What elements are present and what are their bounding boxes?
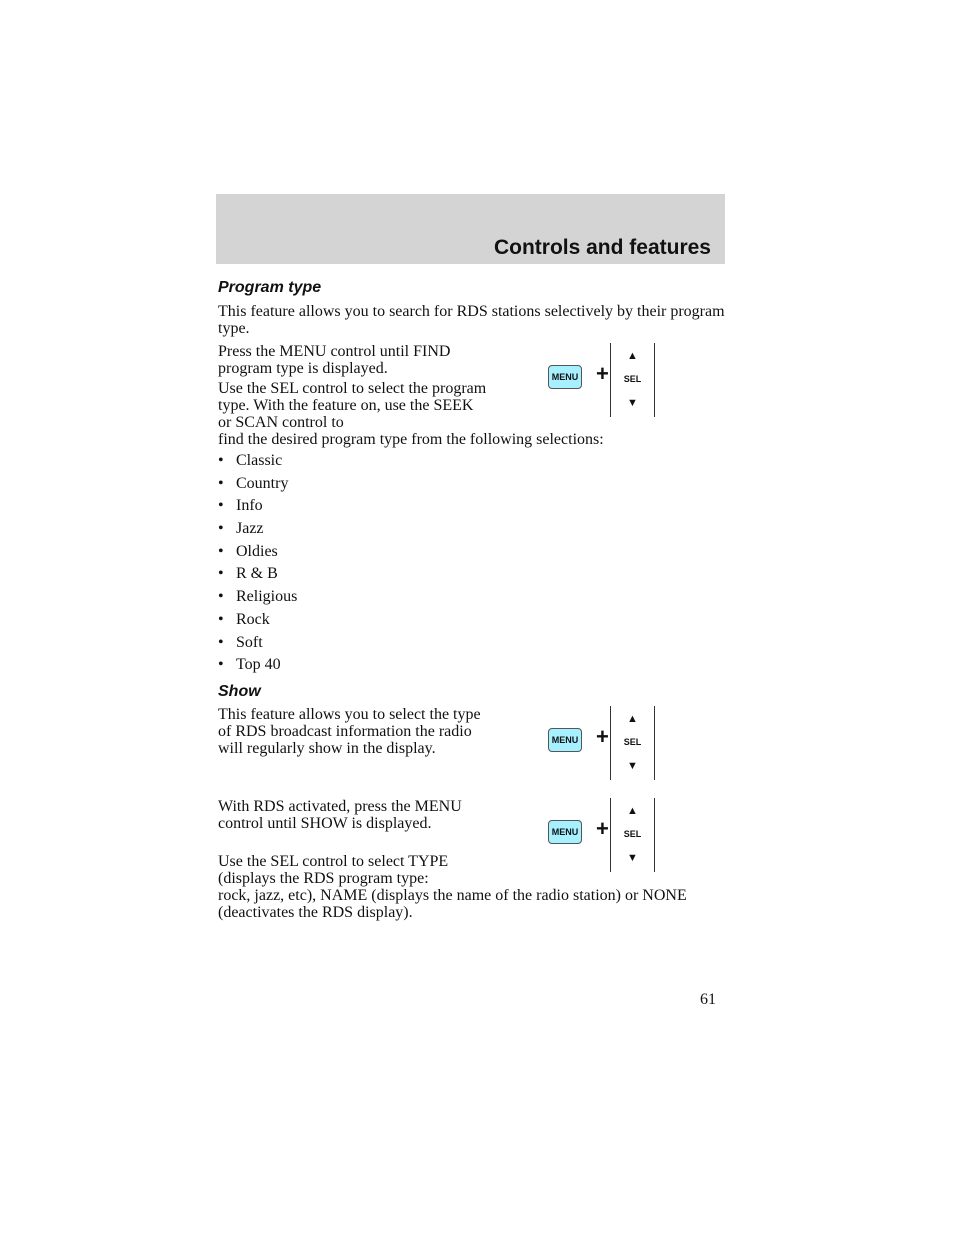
list-item: • Oldies xyxy=(218,543,297,566)
program-type-step2: Use the SEL control to select the program type. With the feature on, use the SEEK or SCAN control to xyxy=(218,380,487,431)
bullet-icon: • xyxy=(218,633,224,651)
show-step2: Use the SEL control to select TYPE (displays the RDS program type: xyxy=(218,853,449,887)
down-arrow-icon: ▼ xyxy=(627,397,638,409)
menu-sel-diagram xyxy=(548,343,658,419)
list-item: • Soft xyxy=(218,634,297,657)
heading-program-type: Program type xyxy=(218,279,322,296)
sel-label: SEL xyxy=(623,829,642,839)
menu-button-icon: MENU xyxy=(548,820,582,844)
page-number: 61 xyxy=(700,991,716,1008)
list-item: • Jazz xyxy=(218,520,297,543)
bullet-icon: • xyxy=(218,542,224,560)
section-header-band xyxy=(216,194,725,264)
program-type-step2-continued: find the desired program type from the following selections: xyxy=(218,431,604,448)
menu-button-icon: MENU xyxy=(548,365,582,389)
list-item: • Top 40 xyxy=(218,656,297,679)
list-item: • Classic xyxy=(218,452,297,475)
bullet-icon: • xyxy=(218,588,224,606)
show-step1: With RDS activated, press the MENU control until SHOW is displayed. xyxy=(218,798,462,832)
sel-label: SEL xyxy=(623,737,642,747)
heading-show: Show xyxy=(218,683,261,700)
down-arrow-icon: ▼ xyxy=(627,852,638,864)
list-item: • Rock xyxy=(218,611,297,634)
program-type-list xyxy=(218,452,297,679)
plus-icon: + xyxy=(596,724,609,749)
bullet-icon: • xyxy=(218,474,224,492)
sel-control-icon xyxy=(610,798,655,872)
sel-control-icon xyxy=(610,343,655,417)
sel-label: SEL xyxy=(623,374,642,384)
plus-icon: + xyxy=(596,816,609,841)
list-item: • Info xyxy=(218,497,297,520)
up-arrow-icon: ▲ xyxy=(627,350,638,362)
program-type-intro: This feature allows you to search for RDS stations selectively by their program type. xyxy=(218,303,725,337)
sel-control-icon xyxy=(610,706,655,780)
up-arrow-icon: ▲ xyxy=(627,713,638,725)
show-step2-continued: rock, jazz, etc), NAME (displays the name of the radio station) or NONE (deactivates the RDS display). xyxy=(218,887,687,921)
bullet-icon: • xyxy=(218,520,224,538)
bullet-icon: • xyxy=(218,565,224,583)
bullet-icon: • xyxy=(218,497,224,515)
list-item: • Religious xyxy=(218,588,297,611)
plus-icon: + xyxy=(596,361,609,386)
show-intro: This feature allows you to select the type of RDS broadcast information the radio will regularly show in the display. xyxy=(218,706,481,757)
down-arrow-icon: ▼ xyxy=(627,760,638,772)
bullet-icon: • xyxy=(218,610,224,628)
list-item: • Country xyxy=(218,475,297,498)
program-type-step1: Press the MENU control until FIND program type is displayed. xyxy=(218,343,451,377)
bullet-icon: • xyxy=(218,656,224,674)
bullet-icon: • xyxy=(218,452,224,469)
menu-sel-diagram xyxy=(548,798,658,874)
section-title: Controls and features xyxy=(493,236,711,259)
list-item: • R & B xyxy=(218,565,297,588)
menu-button-icon: MENU xyxy=(548,728,582,752)
menu-sel-diagram xyxy=(548,706,658,782)
up-arrow-icon: ▲ xyxy=(627,805,638,817)
